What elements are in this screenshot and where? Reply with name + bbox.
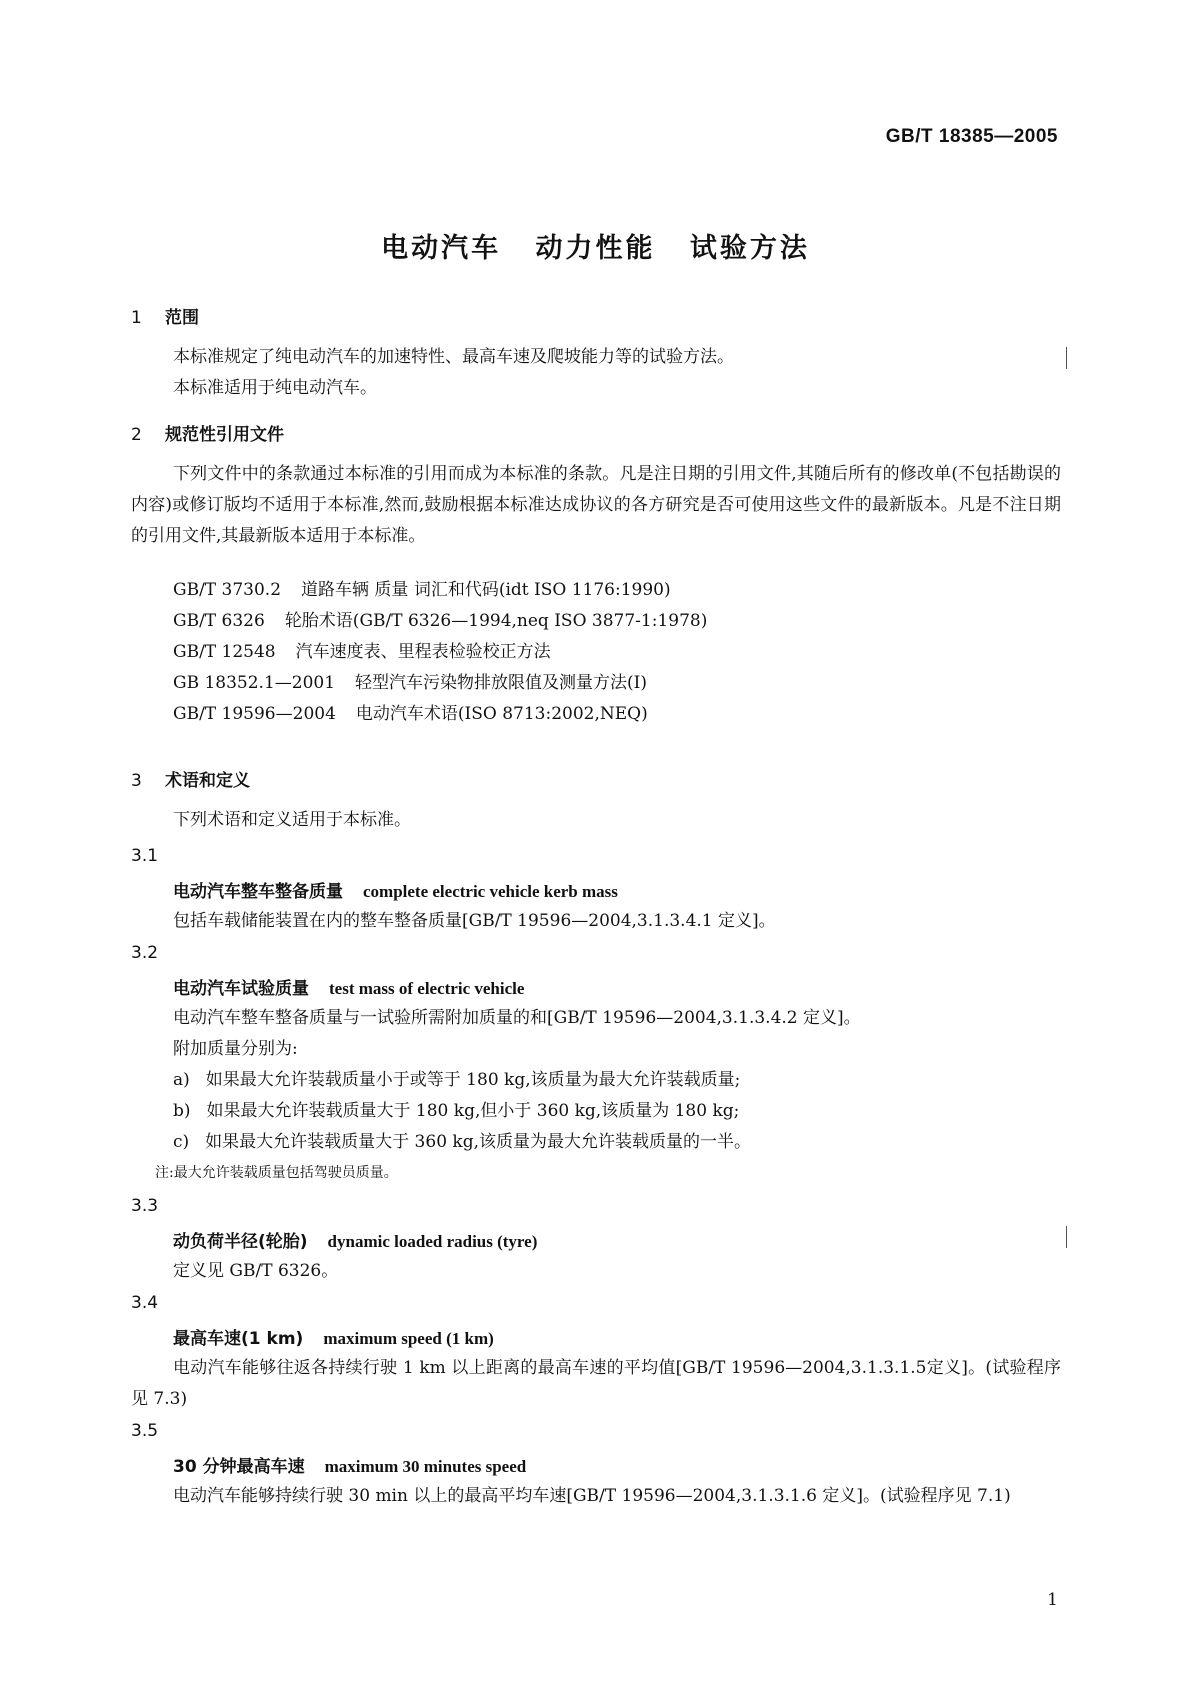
reference-title: 轻型汽车污染物排放限值及测量方法(Ⅰ) [355, 673, 648, 693]
reference-code: GB/T 3730.2 [173, 580, 282, 600]
term-zh: 30 分钟最高车速 [173, 1457, 305, 1477]
section-2-heading [131, 420, 284, 445]
term-en: maximum 30 minutes speed [324, 1457, 527, 1476]
term-definition: 包括车载储能装置在内的整车整备质量[GB/T 19596—2004,3.1.3.4.1 定义]。 [173, 911, 776, 931]
revision-bar [1066, 1226, 1067, 1248]
reference-code: GB 18352.1—2001 [173, 673, 336, 693]
scope-paragraph-2: 本标准适用于纯电动汽车。 [173, 378, 377, 398]
section-title: 术语和定义 [165, 771, 250, 791]
term-en: complete electric vehicle kerb mass [363, 882, 618, 901]
scope-paragraph-1: 本标准规定了纯电动汽车的加速特性、最高车速及爬坡能力等的试验方法。 [173, 347, 734, 367]
term-heading [173, 877, 618, 902]
term-definition: 电动汽车整车整备质量与一试验所需附加质量的和[GB/T 19596—2004,3.1.3.4.2 定义]。 [173, 1008, 861, 1028]
term-zh: 动负荷半径(轮胎) [173, 1232, 308, 1252]
section-3-heading [131, 766, 250, 791]
reference-item [173, 606, 707, 637]
clause-number: 3.1 [131, 846, 159, 866]
clause-number: 3.5 [131, 1421, 159, 1441]
term-subtext: 附加质量分别为: [173, 1039, 298, 1059]
list-text: 如果最大允许装载质量小于或等于 180 kg,该质量为最大允许装载质量; [205, 1070, 741, 1090]
reference-code: GB/T 12548 [173, 642, 276, 662]
reference-title: 电动汽车术语(ISO 8713:2002,NEQ) [355, 704, 648, 724]
term-heading [173, 974, 524, 999]
term-zh: 最高车速(1 km) [173, 1329, 304, 1349]
section-title: 范围 [165, 308, 199, 328]
reference-title: 汽车速度表、里程表检验校正方法 [295, 642, 551, 662]
term-definition: 电动汽车能够持续行驶 30 min 以上的最高平均车速[GB/T 19596—2004,3.1.3.1.6 定义]。(试验程序见 7.1) [173, 1486, 1011, 1506]
term-heading [173, 1227, 537, 1252]
list-item [173, 1096, 739, 1127]
term-definition: 定义见 GB/T 6326。 [173, 1261, 339, 1281]
list-text: 如果最大允许装载质量大于 180 kg,但小于 360 kg,该质量为 180 kg; [206, 1101, 740, 1121]
list-item [173, 1127, 751, 1158]
term-heading [173, 1452, 526, 1477]
list-text: 如果最大允许装载质量大于 360 kg,该质量为最大允许装载质量的一半。 [205, 1132, 751, 1152]
reference-title: 道路车辆 质量 词汇和代码(idt ISO 1176:1990) [301, 580, 671, 600]
section-1-heading [131, 303, 199, 328]
reference-title: 轮胎术语(GB/T 6326—1994,neq ISO 3877-1:1978) [284, 611, 708, 631]
reference-item [173, 575, 671, 606]
reference-code: GB/T 6326 [173, 611, 265, 631]
reference-code: GB/T 19596—2004 [173, 704, 336, 724]
term-heading [173, 1324, 494, 1349]
term-en: maximum speed (1 km) [323, 1329, 494, 1348]
term-en: test mass of electric vehicle [329, 979, 525, 998]
clause-number: 3.2 [131, 943, 159, 963]
revision-bar [1066, 347, 1067, 369]
term-zh: 电动汽车试验质量 [173, 979, 309, 999]
list-label: b) [173, 1101, 191, 1121]
document-title: 电动汽车 动力性能 试验方法 [381, 233, 810, 264]
list-label: c) [173, 1132, 190, 1152]
list-label: a) [173, 1070, 190, 1090]
section-title: 规范性引用文件 [165, 425, 284, 445]
clause-number: 3.3 [131, 1196, 159, 1216]
standard-number: GB/T 18385—2005 [885, 126, 1058, 147]
term-en: dynamic loaded radius (tyre) [327, 1232, 538, 1251]
terms-intro: 下列术语和定义适用于本标准。 [173, 810, 411, 830]
list-item [173, 1065, 740, 1096]
normative-references-intro: 下列文件中的条款通过本标准的引用而成为本标准的条款。凡是注日期的引用文件,其随后所有的修改单(不包括勘误的内容)或修订版均不适用于本标准,然而,鼓励根据本标准达成协议的各方研究是否可使用这些文件的最新版本。凡是不注日期的引用文件,其最新版本适用于本标准。 [131, 464, 1061, 546]
term-definition: 电动汽车能够往返各持续行驶 1 km 以上距离的最高车速的平均值[GB/T 19596—2004,3.1.3.1.5定义]。(试验程序见 7.3) [131, 1358, 1061, 1409]
section-number: 2 [131, 425, 142, 445]
clause-number: 3.4 [131, 1293, 159, 1313]
note: 注:最大允许装载质量包括驾驶员质量。 [155, 1165, 398, 1181]
section-number: 3 [131, 771, 142, 791]
reference-item [173, 637, 551, 668]
page-number: 1 [1047, 1590, 1058, 1610]
section-number: 1 [131, 308, 142, 328]
reference-item [173, 668, 647, 699]
reference-item [173, 699, 648, 730]
term-zh: 电动汽车整车整备质量 [173, 882, 343, 902]
